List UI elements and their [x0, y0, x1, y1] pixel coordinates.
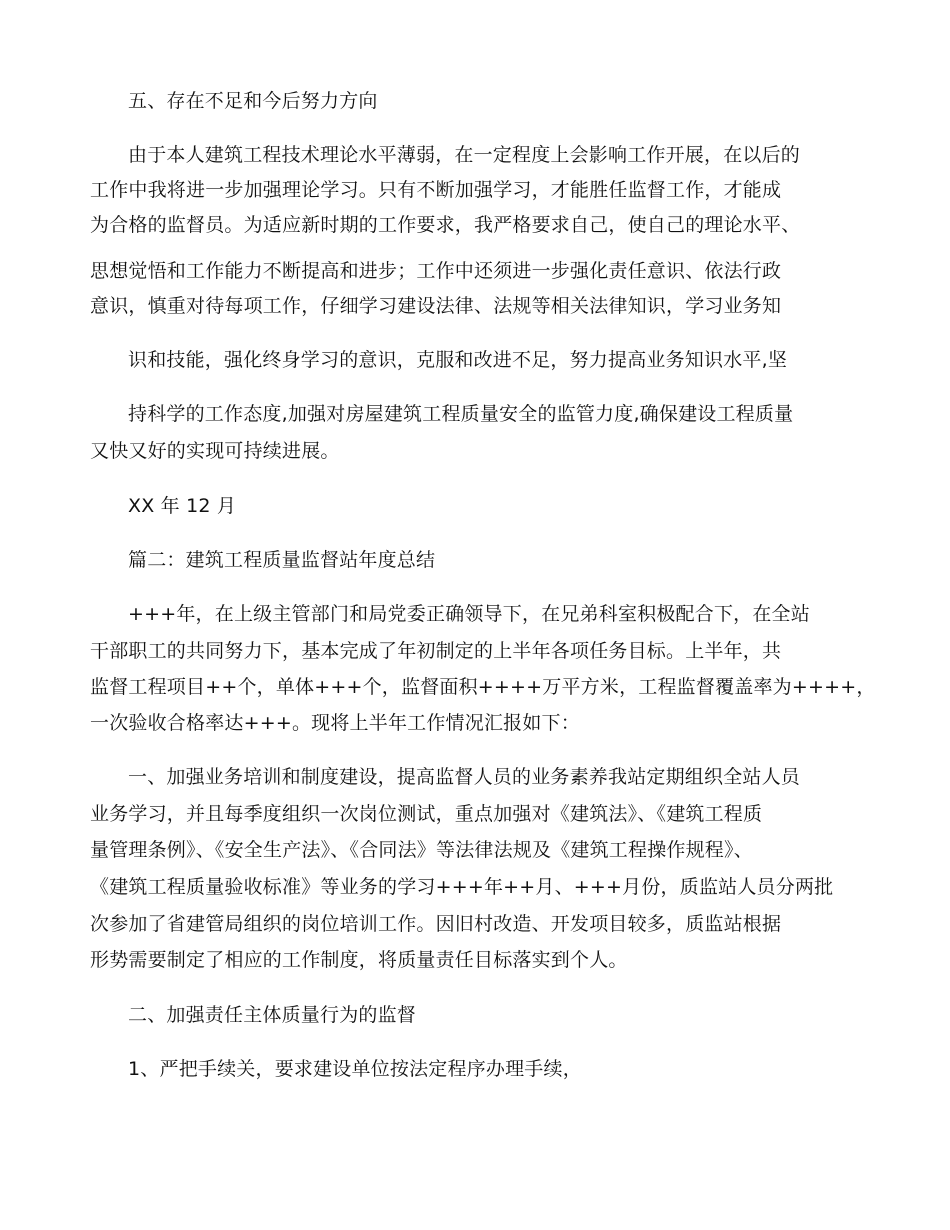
paragraph-line: 又快又好的实现可持续进展。: [90, 440, 340, 462]
section-heading: 五、存在不足和今后努力方向: [128, 90, 378, 112]
part-title: 篇二：建筑工程质量监督站年度总结: [128, 549, 436, 571]
paragraph-line: 持科学的工作态度,加强对房屋建筑工程质量安全的监管力度,确保建设工程质量: [128, 403, 794, 425]
list-item: 1、严把手续关，要求建设单位按法定程序办理手续，: [128, 1058, 582, 1080]
paragraph-line: 一、加强业务培训和制度建设，提高监督人员的业务素养我站定期组织全站人员: [128, 766, 801, 788]
paragraph-line: 由于本人建筑工程技术理论水平薄弱，在一定程度上会影响工作开展，在以后的: [128, 144, 801, 166]
paragraph-line: 为合格的监督员。为适应新时期的工作要求，我严格要求自己，使自己的理论水平、: [90, 214, 801, 236]
paragraph-line: 业务学习，并且每季度组织一次岗位测试，重点加强对《建筑法》、《建筑工程质: [90, 803, 763, 825]
section-heading: 二、加强责任主体质量行为的监督: [128, 1004, 417, 1026]
paragraph-line: 工作中我将进一步加强理论学习。只有不断加强学习，才能胜任监督工作，才能成: [90, 179, 782, 201]
paragraph-line: 量管理条例》、《安全生产法》、《合同法》等法律法规及《建筑工程操作规程》、: [90, 839, 753, 861]
paragraph-line: 次参加了省建管局组织的岗位培训工作。因旧村改造、开发项目较多，质监站根据: [90, 913, 782, 935]
paragraph-line: +++年，在上级主管部门和局党委正确领导下，在兄弟科室积极配合下，在全站: [128, 603, 810, 625]
paragraph-line: 监督工程项目++个，单体+++个，监督面积++++万平方米，工程监督覆盖率为++++，: [90, 676, 876, 698]
paragraph-line: 《建筑工程质量验收标准》等业务的学习+++年++月、+++月份，质监站人员分两批: [90, 876, 834, 898]
paragraph-line: 一次验收合格率达+++。现将上半年工作情况汇报如下：: [90, 712, 580, 734]
paragraph-line: 意识，慎重对待每项工作，仔细学习建设法律、法规等相关法律知识，学习业务知: [90, 295, 782, 317]
paragraph-line: 识和技能，强化终身学习的意识，克服和改进不足，努力提高业务知识水平,坚: [128, 349, 788, 371]
paragraph-line: 干部职工的共同努力下，基本完成了年初制定的上半年各项任务目标。上半年，共: [90, 640, 782, 662]
paragraph-line: 形势需要制定了相应的工作制度，将质量责任目标落实到个人。: [90, 949, 628, 971]
paragraph-line: 思想觉悟和工作能力不断提高和进步；工作中还须进一步强化责任意识、依法行政: [90, 260, 782, 282]
date-line: XX 年 12 月: [128, 495, 237, 517]
